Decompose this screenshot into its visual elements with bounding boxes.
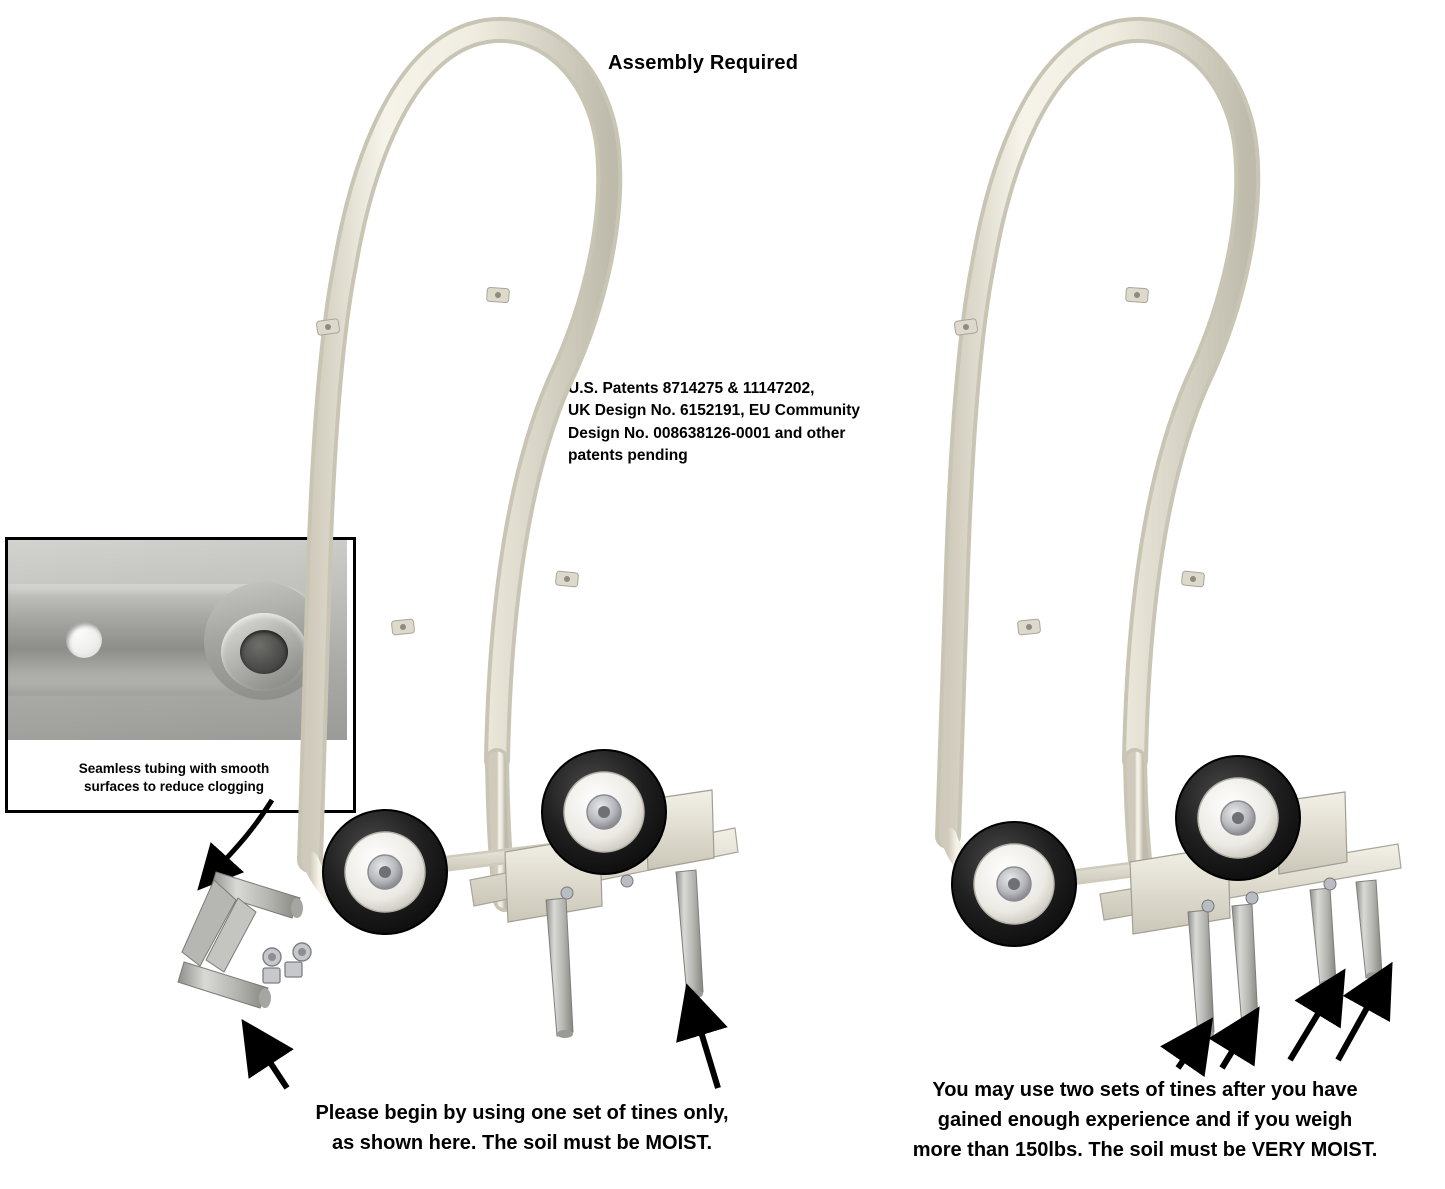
tine-tip [1242, 1020, 1258, 1028]
handle-tube [948, 30, 1247, 836]
tine [546, 898, 573, 1036]
loose-tine-lower [178, 962, 268, 1008]
arrow-to-tine-2 [1222, 1032, 1244, 1068]
tine-set-primary [546, 870, 703, 1038]
axle-bar [1006, 852, 1268, 886]
patent-line-1: U.S. Patents 8714275 & 11147202, [568, 380, 815, 397]
right-caption-line-2: gained enough experience and if you weigh [937, 1109, 1353, 1131]
left-figure-arrows [258, 1012, 718, 1088]
tine [676, 870, 703, 996]
arrow-to-tine-2 [695, 1012, 718, 1088]
right-caption-line-3: more than 150lbs. The soil must be VERY MOIST. [912, 1139, 1378, 1161]
tine [1232, 904, 1258, 1026]
small-hole [66, 622, 102, 658]
loose-tine-upper-tip [291, 898, 303, 918]
handle-shadow [948, 30, 1247, 836]
arrow-to-tine-1 [1178, 1042, 1196, 1068]
tine [1310, 888, 1336, 986]
tubing-closeup-image [8, 540, 347, 740]
plate-bolts [1202, 878, 1336, 912]
axle-bar-highlight [1006, 852, 1268, 886]
rear-leg-lower [310, 860, 345, 905]
left-caption-line-2: as shown here. The soil must be MOIST. [331, 1132, 713, 1154]
left-figure-caption [262, 1098, 782, 1158]
axle-bar [378, 840, 640, 872]
tube-joint-collars [954, 287, 1205, 635]
tine-mount-plate [1100, 844, 1401, 920]
inset-caption-line-2: surfaces to reduce clogging [83, 779, 265, 795]
patent-line-2: UK Design No. 6152191, EU Community [568, 402, 860, 420]
arrow-to-tine-4 [1338, 988, 1378, 1060]
arrow-to-tine-1 [258, 1044, 287, 1088]
right-aerator-figure [948, 30, 1401, 1068]
rear-leg-lower [948, 836, 983, 884]
page-title: Assembly Required [608, 52, 799, 74]
front-leg-tube [1135, 760, 1143, 886]
front-leg-shadow [1135, 760, 1143, 886]
right-caption-line-1: You may use two sets of tines after you have [932, 1079, 1358, 1101]
patent-line-3: Design No. 008638126-0001 and other [568, 424, 846, 442]
left-caption-line-1: Please begin by using one set of tines only, [315, 1102, 729, 1124]
rear-wheel [323, 810, 447, 934]
rear-bracket [1130, 846, 1230, 934]
right-figure-caption [855, 1075, 1435, 1165]
axle-bar-highlight [378, 840, 640, 872]
plate-bolts [561, 875, 633, 899]
tine-tip [687, 990, 703, 998]
front-bracket [1275, 792, 1347, 874]
loose-tine-bracket [182, 880, 236, 966]
tine [1356, 880, 1382, 978]
front-bracket [645, 790, 714, 870]
patent-line-4: patents pending [568, 447, 688, 465]
tine-tip [557, 1030, 573, 1038]
front-leg-shadow [497, 760, 505, 900]
loose-tine-lower-tip [259, 988, 271, 1008]
tine [1188, 910, 1214, 1036]
tine-mount-plate [470, 828, 738, 906]
loose-tine-upper [210, 872, 300, 918]
rear-wheel [952, 822, 1076, 946]
patent-notice [568, 378, 948, 468]
inset-caption-line-1: Seamless tubing with smooth [78, 761, 270, 776]
front-leg-tube [497, 760, 505, 900]
tine-tip [1198, 1030, 1214, 1038]
tine-tip [1366, 972, 1382, 980]
front-wheel [542, 750, 666, 874]
hardware-fasteners [263, 943, 311, 983]
front-wheel [1176, 756, 1300, 880]
rear-bracket [505, 836, 602, 922]
arrow-to-tine-3 [1290, 994, 1330, 1060]
loose-tine-assembly [178, 872, 303, 1008]
tube-socket-bore [240, 630, 288, 674]
tine-tip [1320, 980, 1336, 988]
right-figure-arrows [1178, 988, 1378, 1068]
inset-caption [34, 760, 314, 796]
tine-set-primary-and-secondary [1188, 880, 1382, 1038]
loose-tine-bracket-2 [206, 898, 256, 972]
